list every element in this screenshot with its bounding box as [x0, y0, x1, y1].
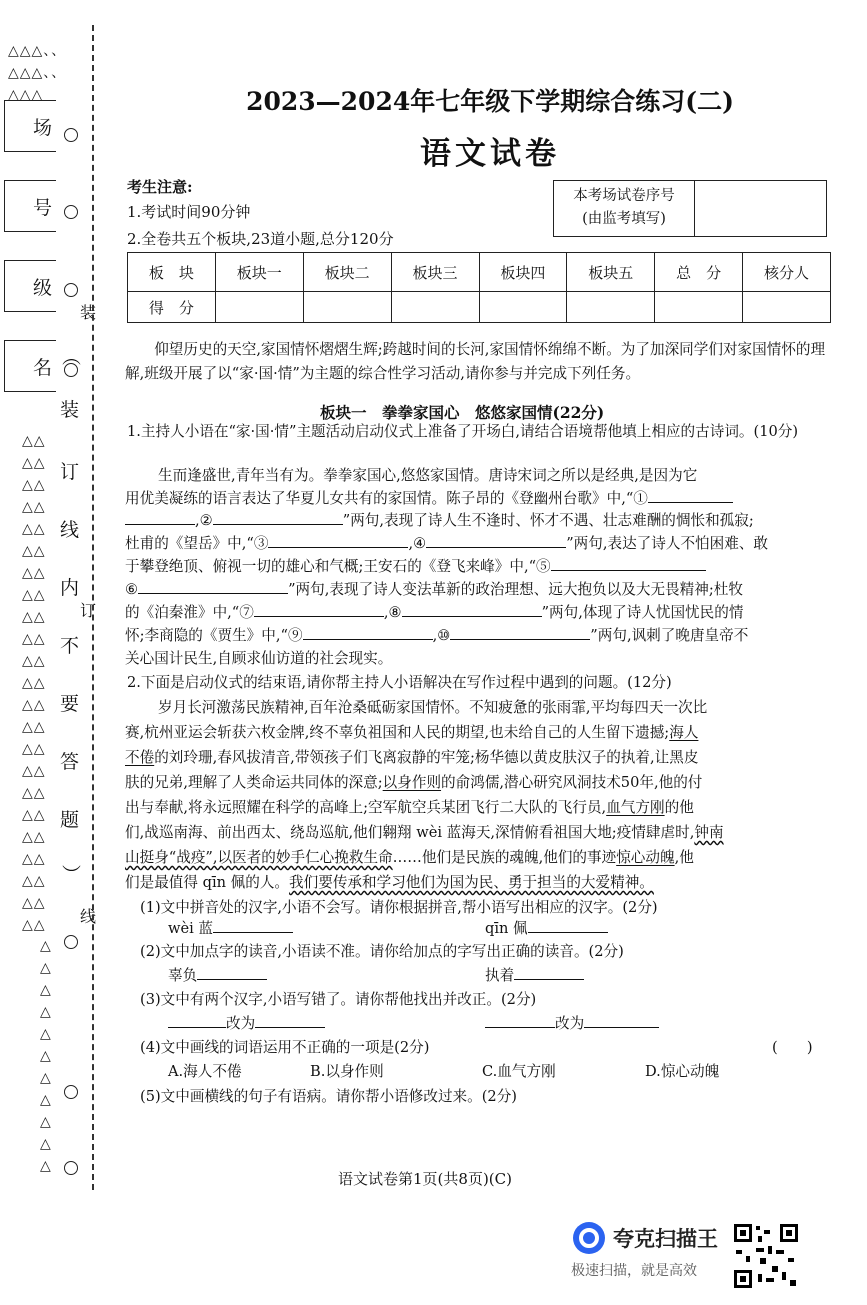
answer-blank[interactable]: [514, 965, 584, 980]
section1-title: 板块一 拳拳家国心 悠悠家国情(22分): [320, 403, 605, 422]
score-cell[interactable]: [743, 292, 831, 323]
field-box-kaochang: 场: [4, 100, 56, 152]
scanner-brand: [573, 1222, 718, 1280]
score-cell[interactable]: [215, 292, 303, 323]
answer-blank[interactable]: [138, 579, 288, 594]
binding-hole-icon: [64, 1085, 78, 1099]
q2-line: 出与奉献,将永远照耀在科学的高峰上;空军航空兵某团飞行二大队的飞行员,血气方刚的他: [125, 799, 694, 816]
exam-number-box: [553, 180, 827, 237]
binding-hole-icon: [64, 283, 78, 297]
q1-line: ,② ”两句,表现了诗人生不逢时、怀才不遇、壮志难酬的惆怅和孤寂;: [125, 510, 835, 532]
answer-blank[interactable]: [551, 556, 706, 571]
option-c: C.血气方刚: [482, 1063, 556, 1080]
sub2-word: 执着: [485, 965, 785, 987]
sub3-word: 改为: [168, 1013, 867, 1035]
answer-paren[interactable]: ( ): [772, 1039, 813, 1056]
answer-blank[interactable]: [268, 533, 408, 548]
notice-heading: 考生注意:: [127, 178, 193, 196]
binding-hole-icon: [64, 1161, 78, 1175]
intro-paragraph: 仰望历史的天空,家国情怀熠熠生辉;跨越时间的长河,家国情怀绵绵不断。为了加深同学们对家国情怀的理解,班级开展了以“家·国·情”为主题的综合性学习活动,请你参与并完成下列任务。: [125, 341, 826, 382]
exam-number-field[interactable]: [695, 181, 826, 236]
field-box-kaohao: 号: [4, 180, 56, 232]
option-d: D.惊心动魄: [645, 1063, 720, 1080]
sub-question: (4)文中画线的词语运用不正确的一项是(2分): [140, 1039, 430, 1056]
exam-subtitle: 语文试卷: [420, 136, 560, 172]
triangle-pattern-top: △△△、、 △△△、、 △△△: [8, 43, 67, 103]
score-table-row: 得 分: [128, 292, 831, 323]
q1-line: 于攀登绝顶、俯视一切的雄心和气概;王安石的《登飞来峰》中,“⑤: [125, 556, 835, 578]
sub-question: (2)文中加点字的读音,小语读不准。请你给加点的字写出正确的读音。(2分): [140, 943, 624, 960]
sub1-word: qīn 佩: [485, 918, 785, 940]
strip-char: 题: [60, 809, 80, 831]
answer-blank[interactable]: [213, 918, 293, 933]
page-footer: 语文试卷第1页(共8页)(C): [338, 1170, 512, 1188]
answer-blank[interactable]: [485, 1013, 555, 1028]
scanner-slogan: 极速扫描，就是高效: [571, 1263, 697, 1279]
answer-blank[interactable]: [426, 533, 566, 548]
answer-blank[interactable]: [125, 510, 195, 525]
strip-char: 答: [60, 751, 80, 773]
option-b: B.以身作则: [310, 1063, 384, 1080]
field-box-banji: 级: [4, 260, 56, 312]
q2-line: 赛,杭州亚运会斩获六枚金牌,终不辜负祖国和人民的期望,也未给自己的人生留下遗撼;海人: [125, 724, 699, 741]
answer-blank[interactable]: [255, 1013, 325, 1028]
answer-blank[interactable]: [303, 625, 433, 640]
score-cell[interactable]: [303, 292, 391, 323]
field-box-xingming: 名: [4, 340, 56, 392]
sub-question: (3)文中有两个汉字,小语写错了。请你帮他找出并改正。(2分): [140, 991, 537, 1008]
q1-line: ⑥ ”两句,表现了诗人变法革新的政治理想、远大抱负以及大无畏精神;杜牧: [125, 581, 743, 598]
answer-blank[interactable]: [648, 488, 733, 503]
q1-line: 的《泊秦淮》中,“⑦ ,⑧ ”两句,体现了诗人忧国忧民的情: [125, 604, 744, 621]
scanner-logo-icon: [573, 1222, 605, 1254]
q1-line: 杜甫的《望岳》中,“③ ,④ ”两句,表达了诗人不怕困难、敢: [125, 535, 769, 552]
sub3-word: 改为: [485, 1013, 785, 1035]
notice-item: 1.考试时间90分钟: [127, 203, 251, 221]
q1-line: 生而逢盛世,青年当有为。拳拳家国心,悠悠家国情。唐诗宋词之所以是经典,是因为它: [158, 467, 698, 484]
answer-blank[interactable]: [528, 918, 608, 933]
q2-stem: 2.下面是启动仪式的结束语,请你帮主持人小语解决在写作过程中遇到的问题。(12分): [127, 674, 672, 691]
binding-dashed-line: [92, 25, 94, 1190]
score-cell[interactable]: [655, 292, 743, 323]
strip-char-right: 装: [80, 303, 97, 322]
answer-blank[interactable]: [402, 602, 542, 617]
strip-char: 不: [60, 635, 80, 657]
strip-char: 订: [60, 461, 80, 483]
q2-line: 岁月长河激荡民族精神,百年沧桑砥砺家国情怀。不知疲惫的张雨霏,平均每四天一次比: [158, 699, 708, 716]
score-table: [127, 252, 831, 323]
option-a: A.海人不倦: [168, 1063, 242, 1080]
answer-blank[interactable]: [254, 602, 384, 617]
notice-item: 2.全卷共五个板块,23道小题,总分120分: [127, 230, 394, 248]
exam-title: 2023—2024年七年级下学期综合练习(二): [246, 87, 734, 116]
sub1-word: wèi 蓝: [168, 918, 867, 940]
q1-line: 用优美凝练的语言表达了华夏儿女共有的家国情。陈子昂的《登幽州台歌》中,“①: [125, 488, 835, 510]
sub-question: (5)文中画横线的句子有语病。请你帮小语修改过来。(2分): [140, 1088, 518, 1105]
score-cell[interactable]: [391, 292, 479, 323]
q1-stem: 1.主持人小语在“家·国·情”主题活动启动仪式上准备了开场白,请结合语境帮他填上相应的古诗词。(10分): [127, 423, 799, 440]
score-cell[interactable]: [567, 292, 655, 323]
strip-char: 线: [60, 519, 80, 541]
q1-line: 关心国计民生,自顾求仙访道的社会现实。: [125, 650, 393, 667]
score-cell[interactable]: [479, 292, 567, 323]
q2-line: 们,战巡南海、前出西太、绕岛巡航,他们翱翔 wèi 蓝海天,深情俯看祖国大地;疫情肆虐时,钟南: [125, 824, 724, 841]
paren-open: ︵: [62, 346, 82, 368]
sub-question: (1)文中拼音处的汉字,小语不会写。请你根据拼音,帮小语写出相应的汉字。(2分): [140, 899, 658, 916]
binding-hole-icon: [64, 128, 78, 142]
paren-close: ︶: [62, 864, 82, 886]
answer-blank[interactable]: [197, 965, 267, 980]
exam-number-label: 本考场试卷序号 (由监考填写): [554, 181, 695, 236]
answer-blank[interactable]: [168, 1013, 226, 1028]
strip-char-right: 线: [80, 907, 97, 926]
score-table-header: 板 块 板块一 板块二 板块三 板块四 板块五 总 分 核分人: [128, 253, 831, 292]
triangle-pattern-left: △△ △△ △△ △△ △△ △△ △△ △△ △△ △△ △△ △△ △△ △△ △△ △△ △△ △△ △△ △△ △△ △△ △△: [22, 433, 46, 933]
qr-code-icon: [732, 1222, 800, 1290]
q1-line: 怀;李商隐的《贾生》中,“⑨ ,⑩ ”两句,讽刺了晚唐皇帝不: [125, 627, 749, 644]
answer-blank[interactable]: [450, 625, 590, 640]
answer-blank[interactable]: [584, 1013, 659, 1028]
strip-char: 内: [60, 577, 80, 599]
strip-char: 装: [60, 399, 80, 421]
binding-hole-icon: [64, 935, 78, 949]
sub2-word: 辜负: [168, 965, 867, 987]
q2-line: 不倦的刘玲珊,春风拔清音,带领孩子们飞离寂静的牢笼;杨华德以黄皮肤汉子的执着,让黑皮: [125, 749, 699, 766]
binding-hole-icon: [64, 205, 78, 219]
q2-line: 们是最值得 qīn 佩的人。我们要传承和学习他们为国为民、勇于担当的大爱精神。: [125, 874, 654, 891]
strip-char: 要: [60, 693, 80, 715]
q2-line: 山挺身“战疫”,以医者的妙手仁心挽救生命……他们是民族的魂魄,他们的事迹惊心动魄,他: [125, 849, 694, 866]
scanner-brand-name: 夸克扫描王: [613, 1227, 718, 1251]
triangle-pattern-bottom: △ △ △ △ △ △ △ △ △ △ △: [40, 938, 52, 1174]
answer-blank[interactable]: [213, 510, 343, 525]
strip-char-right: 订: [80, 601, 97, 620]
q2-line: 肤的兄弟,理解了人类命运共同体的深意;以身作则的俞鸿儒,潜心研究风洞技术50年,他的付: [125, 774, 703, 791]
